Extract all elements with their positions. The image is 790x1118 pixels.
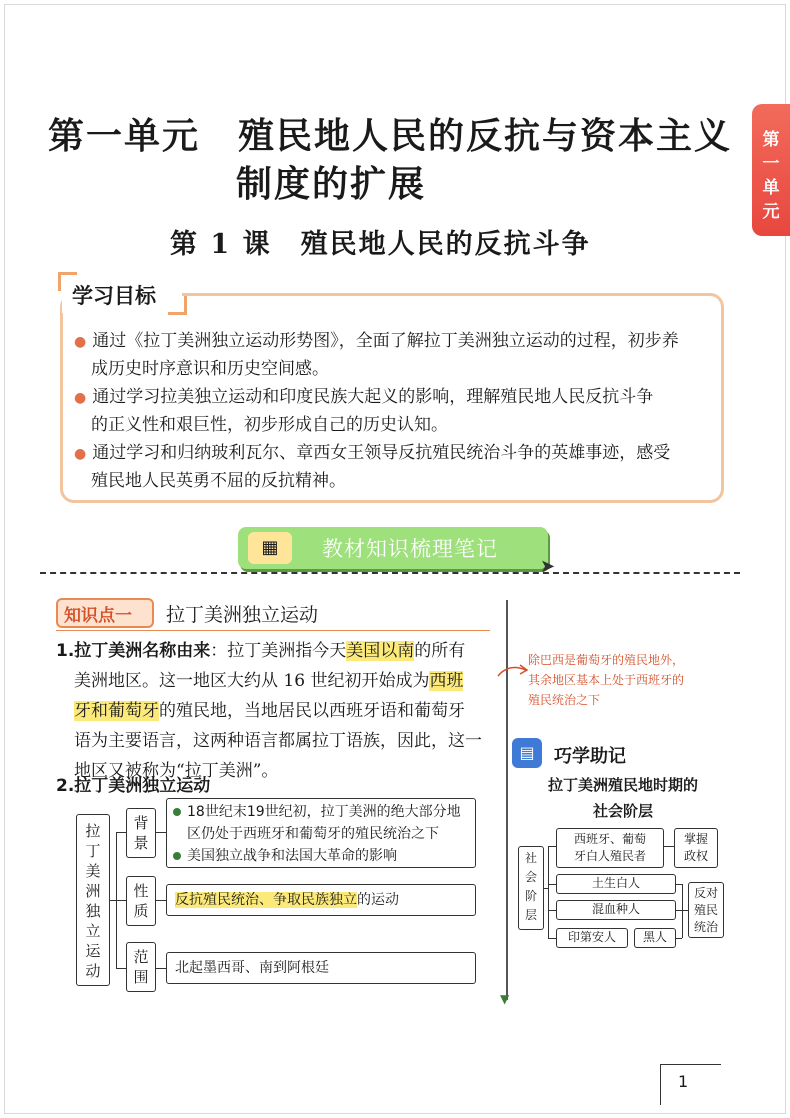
objective-line: 通过《拉丁美洲独立运动形势图》，全面了解拉丁美洲独立运动的过程，初步养: [92, 331, 679, 351]
root-char: 丁: [85, 842, 101, 860]
side-tab-char: 一: [762, 154, 780, 174]
connector: [676, 938, 682, 939]
text: 美国独立战争和法国大革命的影响: [187, 848, 397, 864]
bracket-icon: [168, 296, 187, 315]
scope-content: [166, 952, 476, 984]
knowledge-point-title: 拉丁美洲独立运动: [166, 604, 319, 626]
text: 18世纪末19世纪初，拉丁美洲的绝大部分地: [187, 804, 461, 820]
class-box: 黑人: [634, 928, 676, 948]
text: 地区又被称为“拉丁美洲”。: [74, 761, 279, 781]
class-box: 印第安人: [556, 928, 628, 948]
objective-item: [74, 384, 724, 439]
paper-plane-icon: ➤: [540, 556, 556, 577]
label-char: 范: [133, 948, 149, 966]
connector: [548, 910, 556, 911]
social-class-root: [518, 846, 544, 930]
objective-item: [74, 328, 724, 383]
note-line: 殖民统治之下: [528, 693, 601, 707]
root-char: 独: [85, 902, 101, 920]
notes-banner-title: 教材知识梳理笔记: [322, 537, 498, 561]
note-arrow-icon: [496, 660, 530, 680]
unit-title: 第一单元 殖民地人民的反抗与资本主义: [48, 115, 733, 157]
objective-line: 通过学习拉美独立运动和印度民族大起义的影响，理解殖民地人民反抗斗争: [92, 387, 654, 407]
text: 反对: [693, 886, 718, 900]
page-number: 1: [678, 1072, 689, 1091]
connector: [116, 832, 126, 833]
bullet-icon: [173, 808, 181, 816]
notebook-icon: ▤: [512, 738, 542, 768]
text: 的殖民地，当地居民以西班牙语和葡萄牙: [159, 701, 465, 721]
objectives-header: 学习目标: [72, 283, 156, 308]
connector: [548, 938, 556, 939]
root-char: 动: [85, 962, 101, 980]
objective-line: 殖民地人民英勇不屈的反抗精神。: [91, 471, 346, 491]
connector: [156, 900, 166, 901]
root-char: 社: [524, 851, 537, 865]
root-char: 会: [524, 870, 537, 884]
text: 的所有: [414, 641, 466, 661]
diagram-root: [76, 814, 110, 986]
text: 政权: [683, 849, 708, 863]
highlight: 反抗殖民统治、争取民族独立: [175, 892, 357, 908]
text: 语为主要语言，这两种语言都属拉丁语族，因此，这一: [74, 731, 482, 751]
ruling-class-box: [556, 828, 664, 868]
bullet-icon: ●: [74, 334, 87, 350]
connector: [116, 968, 126, 969]
side-tab-char: 第: [762, 130, 780, 150]
opposition-box: [688, 882, 724, 938]
section2-label: 2.拉丁美洲独立运动: [56, 776, 211, 796]
objective-line: 成历史时序意识和历史空间感。: [91, 359, 329, 379]
unit-side-tab[interactable]: [752, 104, 790, 236]
root-char: 运: [85, 942, 101, 960]
text: 掌握: [683, 832, 708, 846]
scope-label: [126, 942, 156, 992]
objective-line: 通过学习和归纳玻利瓦尔、章西女王领导反抗殖民统治斗争的英雄事迹，感受: [92, 443, 671, 463]
section-label: 1.拉丁美洲名称由来: [56, 641, 211, 661]
unit-title-line2: 制度的扩展: [236, 163, 427, 205]
background-item: [173, 845, 469, 867]
background-label: [126, 808, 156, 858]
class-box: 混血种人: [556, 900, 676, 920]
text: 北起墨西哥、南到阿根廷: [175, 960, 329, 976]
building-icon: ▦: [248, 532, 292, 564]
arrow-down-icon: ▼: [500, 992, 510, 1006]
text: 牙白人殖民者: [573, 849, 646, 863]
text: 殖民: [693, 903, 718, 917]
lesson-title: 第 1 课 殖民地人民的反抗斗争: [170, 229, 591, 260]
title-underline: [56, 630, 490, 631]
ruling-role-box: [674, 828, 718, 868]
connector: [156, 832, 166, 833]
class-box: 土生白人: [556, 874, 676, 894]
highlight: 美国以南: [346, 641, 415, 661]
nature-content: [166, 884, 476, 916]
label-char: 景: [133, 834, 149, 852]
label-char: 背: [133, 814, 149, 832]
nature-label: [126, 876, 156, 926]
label-char: 围: [133, 968, 149, 986]
subtitle-line: 拉丁美洲殖民地时期的: [547, 776, 698, 794]
knowledge-point-label: 知识点一: [64, 606, 132, 626]
connector: [676, 884, 682, 885]
background-item: [173, 801, 469, 823]
connector: [664, 846, 674, 847]
connector: [116, 900, 126, 901]
text: 统治: [693, 920, 718, 934]
bullet-icon: ●: [74, 390, 87, 406]
side-tab-char: 单: [762, 178, 780, 198]
root-char: 美: [85, 862, 101, 880]
memory-aid-title: 巧学助记: [554, 746, 626, 767]
subtitle-line: 社会阶层: [592, 802, 653, 820]
background-content: [166, 798, 476, 868]
bullet-icon: ●: [74, 446, 87, 462]
connector: [544, 888, 548, 889]
root-char: 洲: [85, 882, 101, 900]
bullet-icon: [173, 852, 181, 860]
root-char: 立: [85, 922, 101, 940]
highlight: 牙和葡萄牙: [74, 701, 159, 721]
text: 西班牙、葡萄: [573, 832, 646, 846]
note-line: 除巴西是葡萄牙的殖民地外，: [528, 653, 685, 667]
text: ：拉丁美洲指今天: [210, 641, 347, 661]
connector: [548, 846, 549, 938]
root-char: 拉: [85, 822, 101, 840]
background-item-cont: 区仍处于西班牙和葡萄牙的殖民统治之下: [187, 826, 439, 842]
label-char: 质: [133, 902, 149, 920]
name-origin-paragraph: [56, 636, 500, 786]
objective-item: [74, 440, 724, 495]
side-tab-char: 元: [762, 202, 780, 222]
text: 的运动: [357, 892, 399, 908]
label-char: 性: [133, 882, 149, 900]
note-line: 其余地区基本上处于西班牙的: [528, 673, 685, 687]
memory-aid-subtitle: [516, 772, 730, 824]
root-char: 阶: [524, 889, 537, 903]
connector: [548, 846, 556, 847]
objective-line: 的正义性和艰巨性，初步形成自己的历史认知。: [91, 415, 448, 435]
highlight: 西班: [429, 671, 464, 691]
section-divider: [40, 572, 740, 574]
text: 美洲地区。这一地区大约从 16 世纪初开始成为: [74, 671, 430, 691]
connector: [682, 884, 683, 938]
side-note: [528, 650, 738, 710]
connector: [676, 910, 688, 911]
connector: [548, 884, 556, 885]
root-char: 层: [524, 908, 537, 922]
page-number-tab: [660, 1064, 721, 1105]
connector: [156, 968, 166, 969]
